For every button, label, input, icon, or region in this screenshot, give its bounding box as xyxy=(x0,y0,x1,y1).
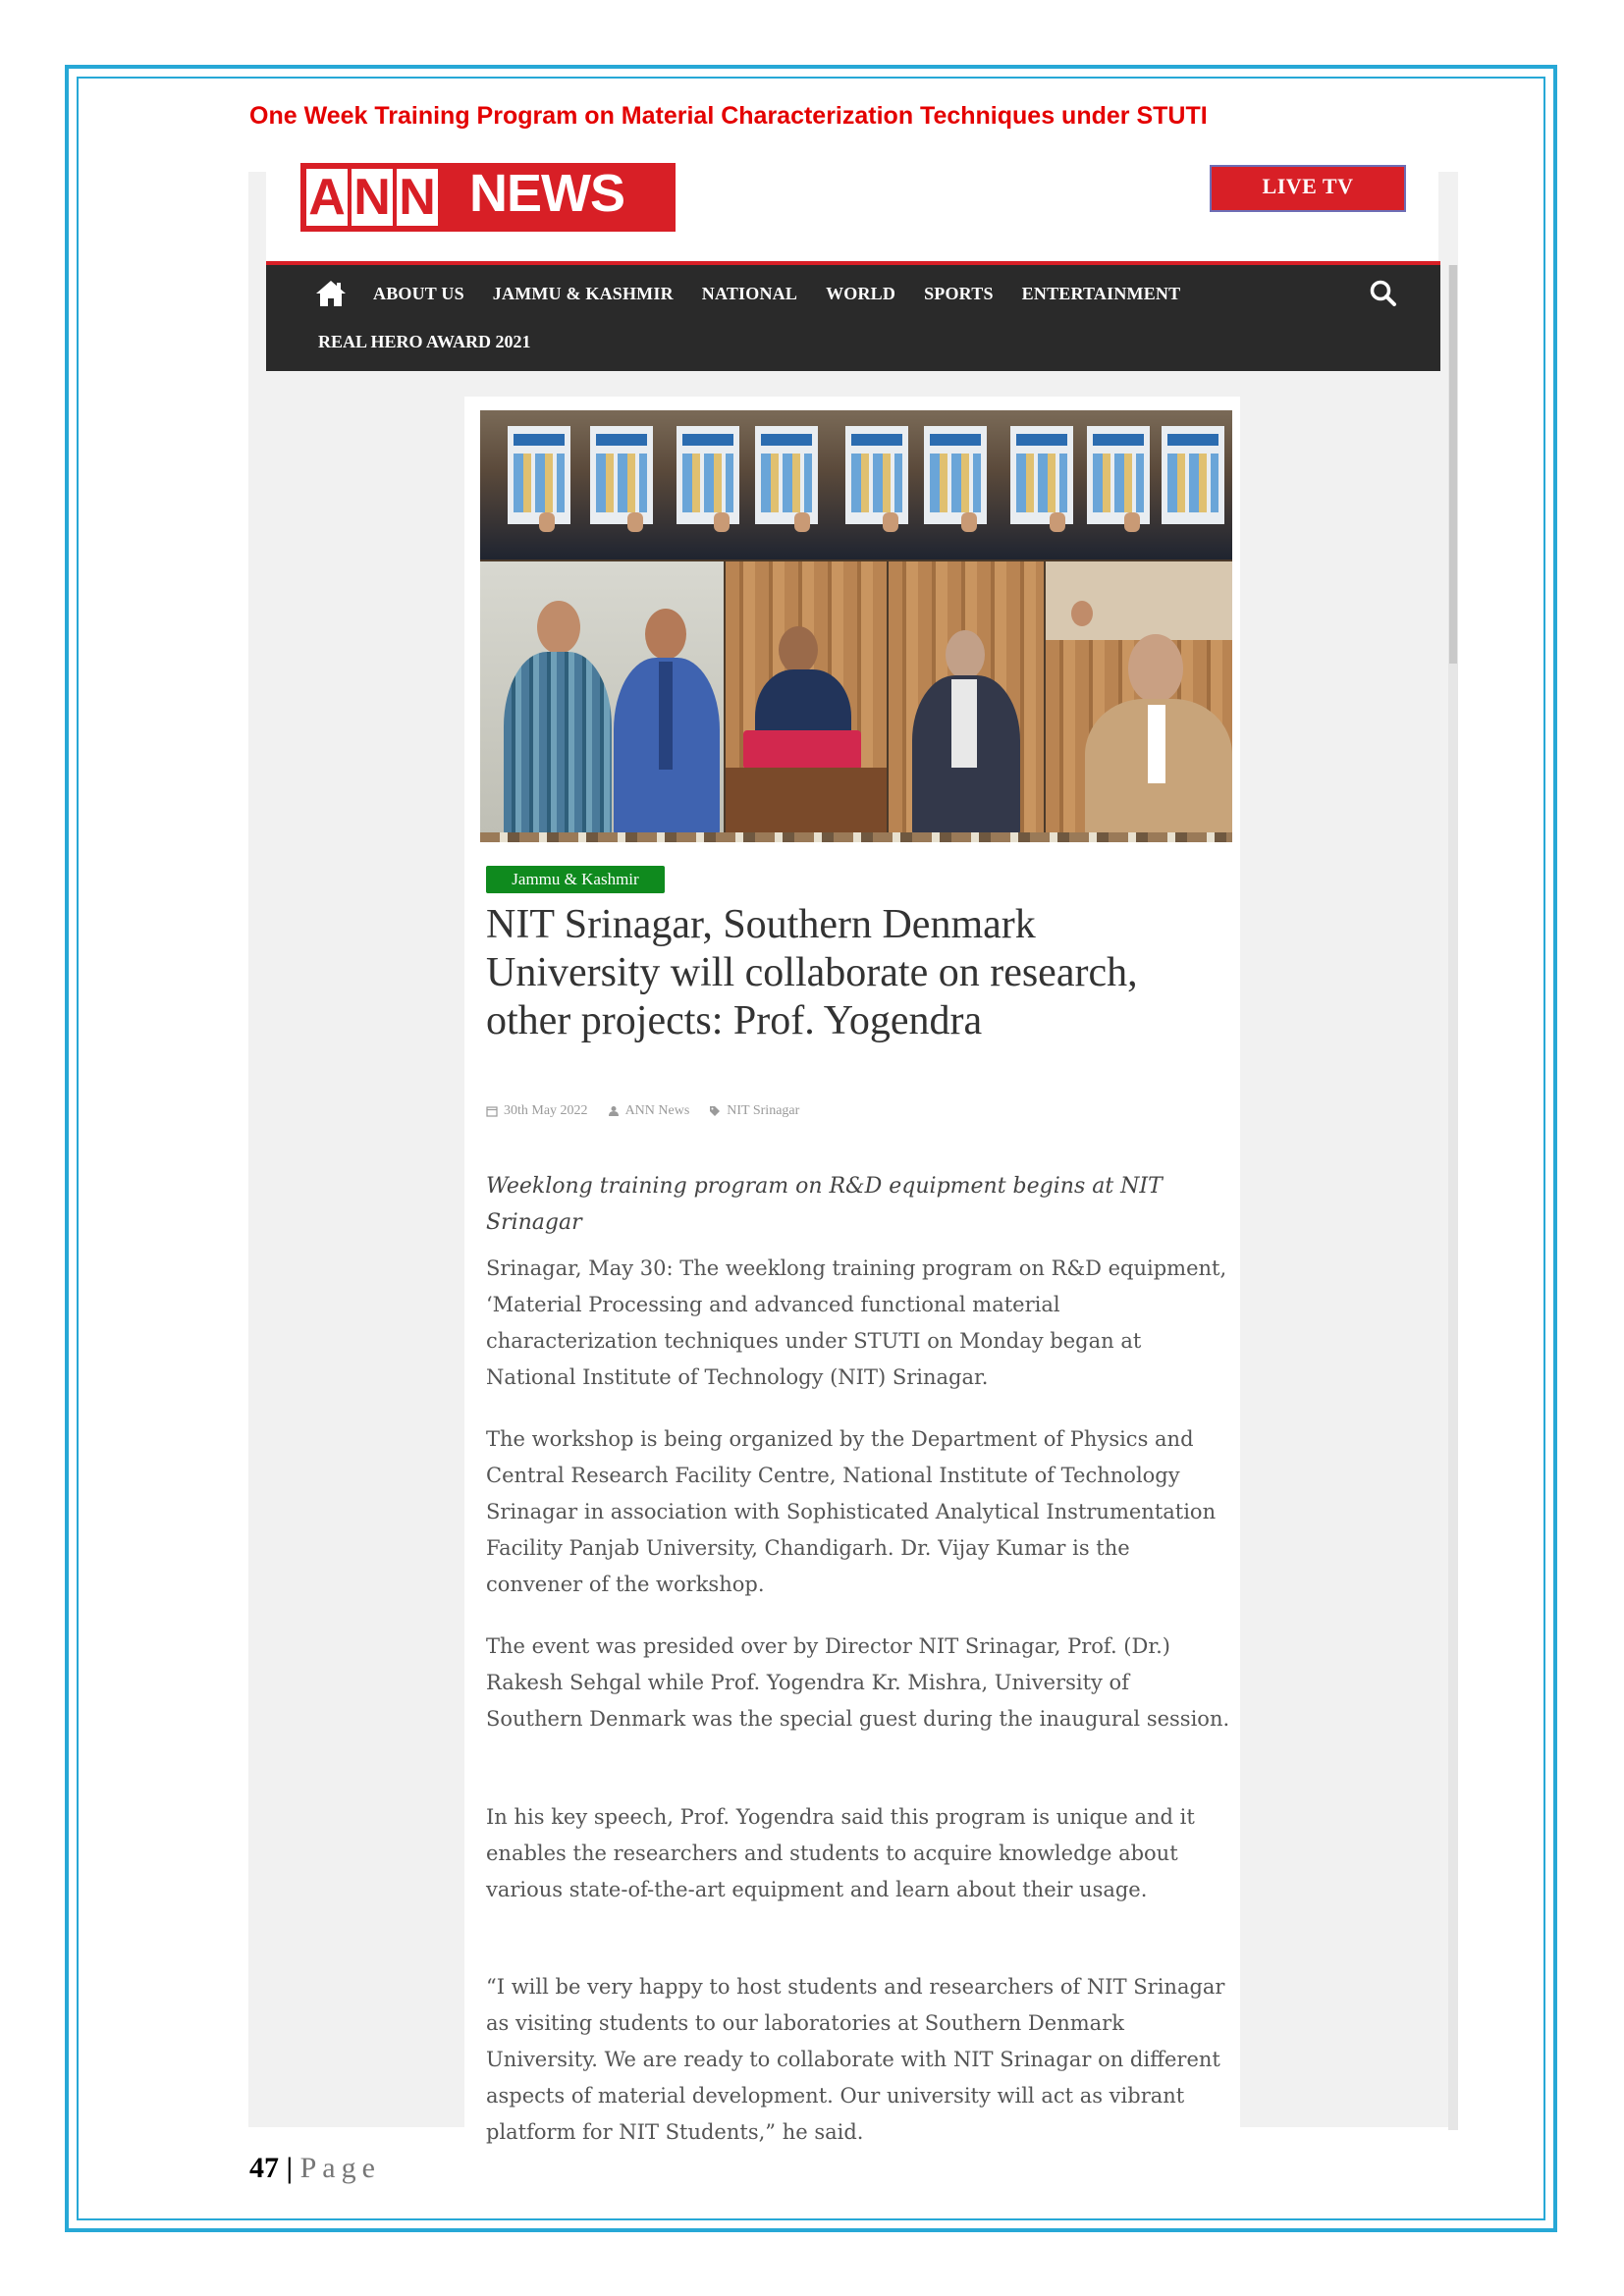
nav-item-real-hero-award[interactable]: REAL HERO AWARD 2021 xyxy=(318,332,531,351)
article-paragraph: “I will be very happy to host students and researchers of NIT Srinagar as visiting students to our laboratories at Southern Denmark University. We are ready to collaborate with NIT Srinagar on different aspects of material development. Our university will act as vibrant platform for NIT Students,” he said. xyxy=(486,1975,1225,2144)
nav-item-about-us[interactable]: ABOUT US xyxy=(373,283,464,303)
nav-menu xyxy=(373,279,1180,308)
article-paragraph: The workshop is being organized by the Department of Physics and Central Research Facility Centre, National Institute of Technology Srinagar in association with Sophisticated Analytical Instrumentation Facility Panjab University, Chandigarh. Dr. Vijay Kumar is the convener of the workshop. xyxy=(486,1427,1217,1596)
user-icon xyxy=(608,1105,620,1117)
home-icon[interactable] xyxy=(314,279,348,308)
tag-icon xyxy=(709,1105,721,1117)
article-paragraph: Srinagar, May 30: The weeklong training program on R&D equipment, ‘Material Processing and advanced functional material characterization techniques under STUTI on Monday began at National Institute of Technology (NIT) Srinagar. xyxy=(486,1256,1227,1389)
nav-item-world[interactable]: WORLD xyxy=(826,283,896,303)
photo-bottom-edge xyxy=(480,832,1232,842)
article-photo-collage xyxy=(480,410,1232,842)
logo-letter: N xyxy=(397,169,438,226)
logo-letter: A xyxy=(306,169,348,226)
meta-date-text: 30th May 2022 xyxy=(504,1103,588,1118)
article-title: NIT Srinagar, Southern Denmark University will collaborate on research, other projects: Prof. Yogendra xyxy=(486,902,1138,1043)
meta-date xyxy=(486,1103,588,1119)
photo-top-strip xyxy=(480,410,1232,560)
nav-item-sports[interactable]: SPORTS xyxy=(924,283,994,303)
nav-item-jammu-kashmir[interactable]: JAMMU & KASHMIR xyxy=(492,283,674,303)
search-icon[interactable] xyxy=(1369,279,1398,308)
page-number: 47 xyxy=(249,2152,279,2184)
article-meta xyxy=(486,1101,799,1121)
article-paragraph: The event was presided over by Director NIT Srinagar, Prof. (Dr.) Rakesh Sehgal while Prof. Yogendra Kr. Mishra, University of Southern Denmark was the special guest during the inaugural session. xyxy=(486,1634,1230,1731)
page-footer xyxy=(249,2152,381,2185)
document-heading: One Week Training Program on Material Characterization Techniques under STUTI xyxy=(249,102,1208,130)
page-word: Page xyxy=(299,2152,381,2184)
logo-letter: N xyxy=(352,169,393,226)
meta-tag-text: NIT Srinagar xyxy=(727,1103,800,1118)
meta-tag[interactable] xyxy=(709,1103,799,1119)
nav-item-entertainment[interactable]: ENTERTAINMENT xyxy=(1021,283,1181,303)
article-paragraph: In his key speech, Prof. Yogendra said this program is unique and it enables the researchers and students to acquire knowledge about various state-of-the-art equipment and learn about their usage. xyxy=(486,1805,1195,1901)
article-intro: Weeklong training program on R&D equipment begins at NIT Srinagar xyxy=(486,1174,1163,1235)
live-tv-button[interactable]: LIVE TV xyxy=(1210,165,1406,212)
meta-author[interactable] xyxy=(608,1103,690,1119)
category-badge[interactable]: Jammu & Kashmir xyxy=(486,866,665,893)
meta-author-text: ANN News xyxy=(624,1103,690,1118)
nav-item-national[interactable]: NATIONAL xyxy=(701,283,798,303)
logo-letters xyxy=(306,169,438,226)
calendar-icon xyxy=(486,1105,498,1117)
scrollbar-thumb[interactable] xyxy=(1449,265,1457,664)
page-separator: | xyxy=(286,2152,294,2184)
logo-word: NEWS xyxy=(469,164,624,223)
